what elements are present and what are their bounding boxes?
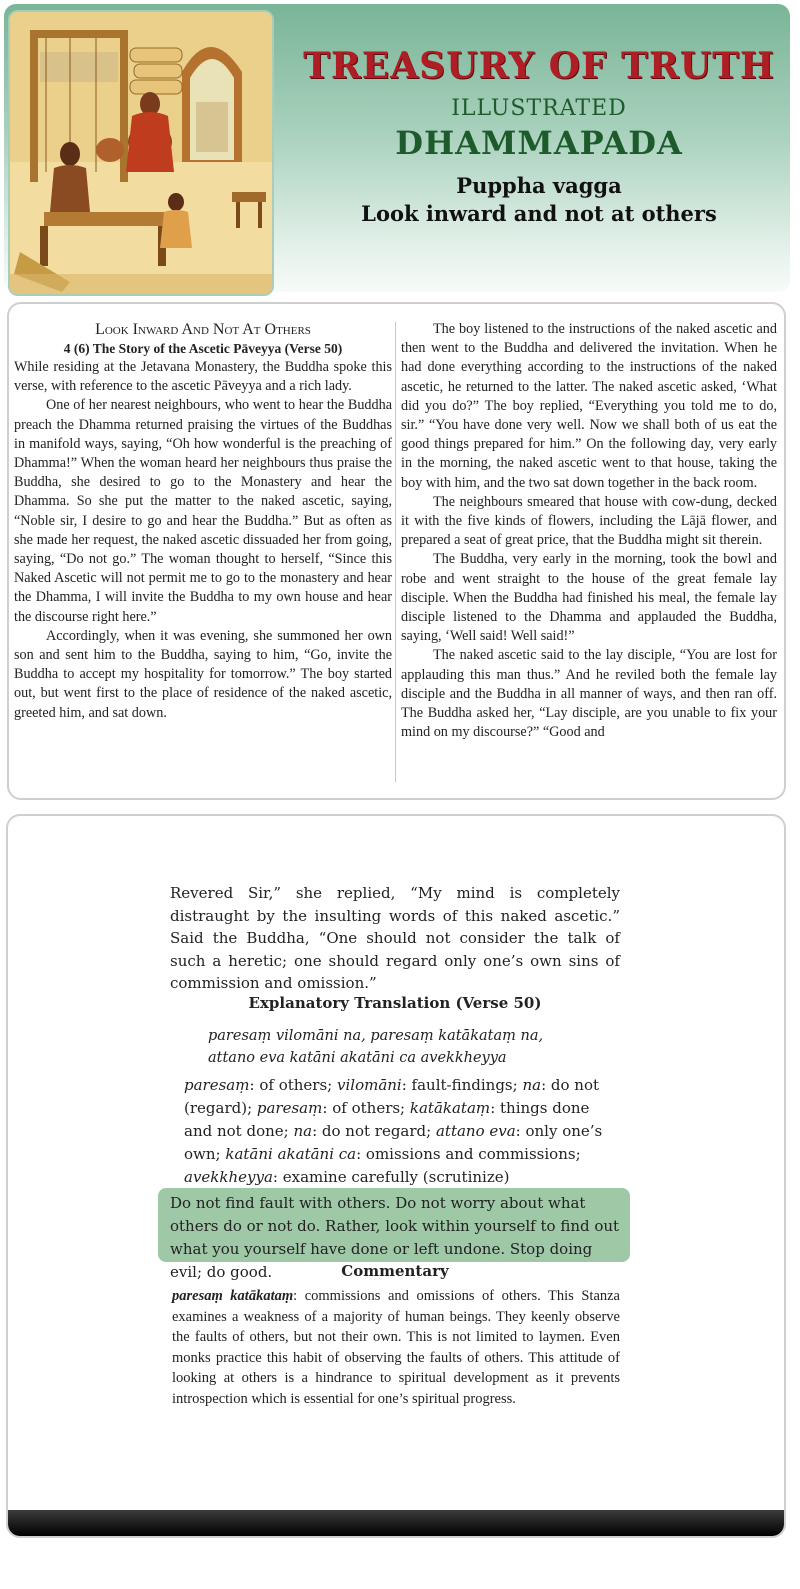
gloss-term: katāni akatāni ca — [225, 1145, 357, 1163]
gloss-meaning: : omissions and commissions; — [356, 1145, 581, 1163]
story-illustration — [8, 10, 274, 296]
gloss-term: paresaṃ — [256, 1099, 323, 1117]
gloss-meaning: : of others; — [322, 1099, 410, 1117]
story-panel — [7, 302, 786, 800]
gloss-term: na — [293, 1122, 313, 1140]
story-conclusion: Revered Sir,” she replied, “My mind is completely distraught by the insulting words of this naked ascetic.” Said the Buddha, “One should not consider the talk of such a heretic; one should regard only one’s own sins of commission and omission.” — [170, 884, 620, 992]
gloss-term: na — [522, 1076, 542, 1094]
footer-bar — [8, 1510, 784, 1536]
book-title-illustrated: ILLUSTRATED — [451, 96, 627, 121]
pali-verse-line-1: paresaṃ vilomāni na, paresaṃ katākataṃ na, — [208, 1028, 544, 1044]
column-divider — [395, 322, 396, 782]
commentary-term: paresaṃ katākataṃ — [172, 1288, 294, 1304]
story-paragraph: The Buddha, very early in the morning, took the bowl and robe and went straight to the house of the great female lay disciple. When the Buddha had finished his meal, the female lay disciple listened to the Dhamma and applauded the Buddha, saying, ‘Well said! Well said!” — [401, 551, 777, 645]
story-subtitle: Look inward and not at others — [361, 201, 717, 226]
gloss-meaning: : fault-findings; — [401, 1076, 523, 1094]
gloss-meaning: : things done and not done; — [184, 1099, 590, 1140]
book-title: TREASURY OF TRUTH — [303, 45, 775, 87]
story-paragraph: Accordingly, when it was evening, she summoned her own son and sent him to the Buddha, saying to him, “Go, invite the Buddha to accept my hospitality for tomorrow.” The boy started out, but went first to the place of residence of the naked ascetic, greeted him, and sat down. — [14, 627, 392, 721]
story-paragraph: The boy listened to the instructions of the naked ascetic and then went to the Buddha and delivered the invitation. When he had done everything according to the instructions of the naked ascetic, he returned to the latter. The naked ascetic asked, ‘What did you do?” The boy replied, “Everything you told me to do, sir.” “You have done very well. Now we shall both of us eat the good things prepared for him.” On the following day, very early in the morning, the naked ascetic went to that house, taking the boy with him, and the two sat down together in the back room. — [401, 321, 777, 491]
story-paragraph: The neighbours smeared that house with cow-dung, decked it with the five kinds of flowers, including the Lājā flower, and prepared a seat of great price, that the Buddha might sit therein. — [401, 493, 777, 549]
gloss-term: katākataṃ — [409, 1099, 491, 1117]
header-banner — [4, 4, 790, 292]
gloss-meaning: : only one’s own; — [184, 1122, 603, 1163]
gloss-meaning: : examine carefully (scrutinize) — [272, 1168, 510, 1186]
story-paragraph: The naked ascetic said to the lay disciple, “You are lost for applauding this man thus.” And he reviled both the female lay disciple and the Buddha in all manner of ways, and then ran off. The Buddha asked her, “Lay disciple, are you unable to fix your mind on my discourse?” “Good and — [401, 647, 777, 741]
title-block — [294, 44, 784, 228]
story-heading: Look Inward And Not At Others — [95, 321, 311, 338]
gloss-term: paresaṃ — [184, 1076, 250, 1094]
word-gloss — [184, 1074, 604, 1189]
gloss-meaning: : do not regard; — [312, 1122, 436, 1140]
gloss-meaning: : do not (regard); — [184, 1076, 600, 1117]
illustration-artwork — [10, 12, 272, 294]
chapter-name: Puppha vagga — [456, 173, 622, 198]
book-title-dhammapada: DHAMMAPADA — [395, 124, 683, 162]
story-subheading: 4 (6) The Story of the Ascetic Pāveyya (Verse 50) — [63, 341, 343, 356]
story-left-column — [14, 320, 392, 723]
story-paragraph: One of her nearest neighbours, who went to hear the Buddha preach the Dhamma returned praising the virtues of the Buddhas in manifold ways, saying, “Oh how wonderful is the preaching of Dhamma!” When the woman heard her neighbours thus praise the Buddha, she desired to go to the Monastery and hear the Dhamma. So she put the matter to the naked ascetic, saying, “Noble sir, I desire to go and hear the Buddha.” But as often as she made her request, the naked ascetic dissuaded her from going, saying, “Do not go.” The woman thought to herself, “Since this Naked Ascetic will not permit me to go to the monastery and hear the Dhamma, I will invite the Buddha to my own house and hear the discourse right here.” — [14, 397, 392, 625]
commentary-heading: Commentary — [341, 1262, 449, 1280]
gloss-term: vilomāni — [337, 1076, 402, 1094]
story-right-column — [401, 320, 777, 782]
translation-heading: Explanatory Translation (Verse 50) — [248, 994, 542, 1012]
story-paragraph: While residing at the Jetavana Monastery, the Buddha spoke this verse, with reference to the ascetic Pāveyya and a rich lady. — [14, 359, 392, 395]
gloss-term: attano eva — [435, 1122, 516, 1140]
gloss-term: avekkheyya — [184, 1168, 273, 1186]
gloss-meaning: : of others; — [249, 1076, 337, 1094]
pali-verse-line-2: attano eva katāni akatāni ca avekkheyya — [208, 1050, 507, 1066]
verse-translation: Do not find fault with others. Do not worry about what others do or not do. Rather, look within yourself to find out what you yourself have done or left undone. Stop doing evil; do good. — [170, 1194, 620, 1281]
verse-panel — [6, 814, 786, 1538]
commentary-text — [172, 1286, 620, 1409]
commentary-body: : commissions and omissions of others. This Stanza examines a weakness of a majority of human beings. They keenly observe the faults of others, but not their own. This is not limited to laymen. Even monks practice this habit of observing the faults of others. This attitude of looking at others is a hindrance to spiritual development as it prevents introspection which is essential for one’s spiritual progress. — [172, 1288, 620, 1407]
